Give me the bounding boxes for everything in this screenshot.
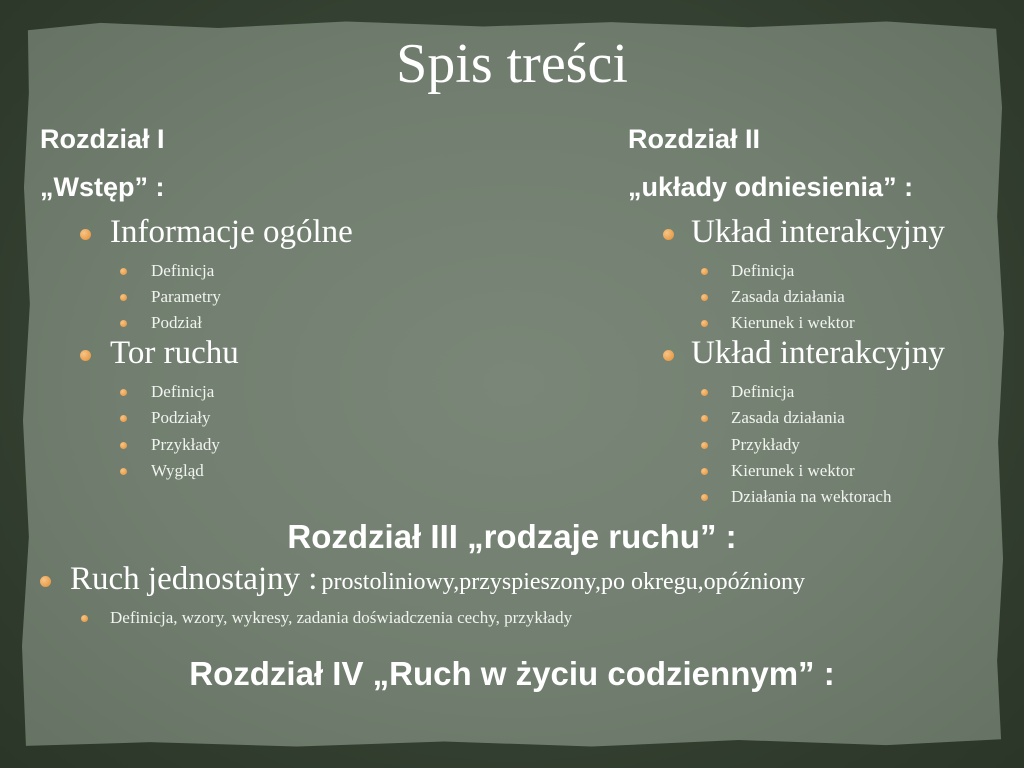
bullet-icon [663, 229, 674, 240]
chapter3-item [70, 561, 805, 598]
bullet-icon [40, 576, 51, 587]
bullet-icon [663, 350, 674, 361]
chapter2-section-2-item: Działania na wektorach [731, 487, 892, 506]
bullet-icon [81, 615, 88, 622]
chapter3-item-label: Ruch jednostajny : [70, 561, 318, 597]
bullet-icon [120, 468, 127, 475]
bullet-icon [120, 389, 127, 396]
chapter3-heading: Rozdział III „rodzaje ruchu” : [287, 518, 737, 555]
chapter2-section-1-item: Zasada działania [731, 287, 845, 306]
bullet-icon [120, 320, 127, 327]
chapter2-heading-line1: Rozdział II [628, 124, 761, 154]
chapter1-section-2-item: Wygląd [151, 461, 204, 480]
chapter2-section-1-item: Kierunek i wektor [731, 313, 855, 332]
chapter3-subitem: Definicja, wzory, wykresy, zadania doświadczenia cechy, przykłady [110, 608, 573, 627]
bullet-icon [701, 442, 708, 449]
chapter1-section-1: Informacje ogólne [110, 214, 353, 250]
chapter1-section-1-item: Podział [151, 313, 202, 332]
bullet-icon [120, 268, 127, 275]
bullet-icon [701, 415, 708, 422]
bullet-icon [80, 229, 91, 240]
bullet-icon [80, 350, 91, 361]
chapter2-heading-line2: „układy odniesienia” : [628, 172, 914, 202]
chapter3-item-detail: prostoliniowy,przyspieszony,po okregu,opóźniony [321, 569, 805, 595]
chapter1-section-2-item: Definicja [151, 382, 215, 401]
bullet-icon [701, 494, 708, 501]
chapter1-heading-line1: Rozdział I [40, 124, 165, 154]
bullet-icon [701, 389, 708, 396]
chapter2-section-1-item: Definicja [731, 261, 795, 280]
chapter1-section-2: Tor ruchu [110, 335, 239, 371]
chapter2-section-2-item: Zasada działania [731, 408, 845, 427]
chapter2-section-2-item: Kierunek i wektor [731, 461, 855, 480]
bullet-icon [120, 415, 127, 422]
bullet-icon [701, 294, 708, 301]
chapter1-heading-line2: „Wstęp” : [40, 172, 165, 202]
slide-title: Spis treści [396, 33, 628, 95]
chapter2-section-2-item: Przykłady [731, 435, 800, 454]
chapter1-section-1-item: Definicja [151, 261, 215, 280]
bullet-icon [701, 468, 708, 475]
chapter2-section-2-item: Definicja [731, 382, 795, 401]
bullet-icon [120, 294, 127, 301]
chapter1-section-2-item: Przykłady [151, 435, 220, 454]
chapter1-section-2-item: Podziały [151, 408, 211, 427]
chapter1-section-1-item: Parametry [151, 287, 221, 306]
chapter4-heading: Rozdział IV „Ruch w życiu codziennym” : [189, 655, 835, 692]
chapter2-section-2: Układ interakcyjny [691, 335, 945, 371]
chapter2-section-1: Układ interakcyjny [691, 214, 945, 250]
bullet-icon [120, 442, 127, 449]
bullet-icon [701, 320, 708, 327]
bullet-icon [701, 268, 708, 275]
